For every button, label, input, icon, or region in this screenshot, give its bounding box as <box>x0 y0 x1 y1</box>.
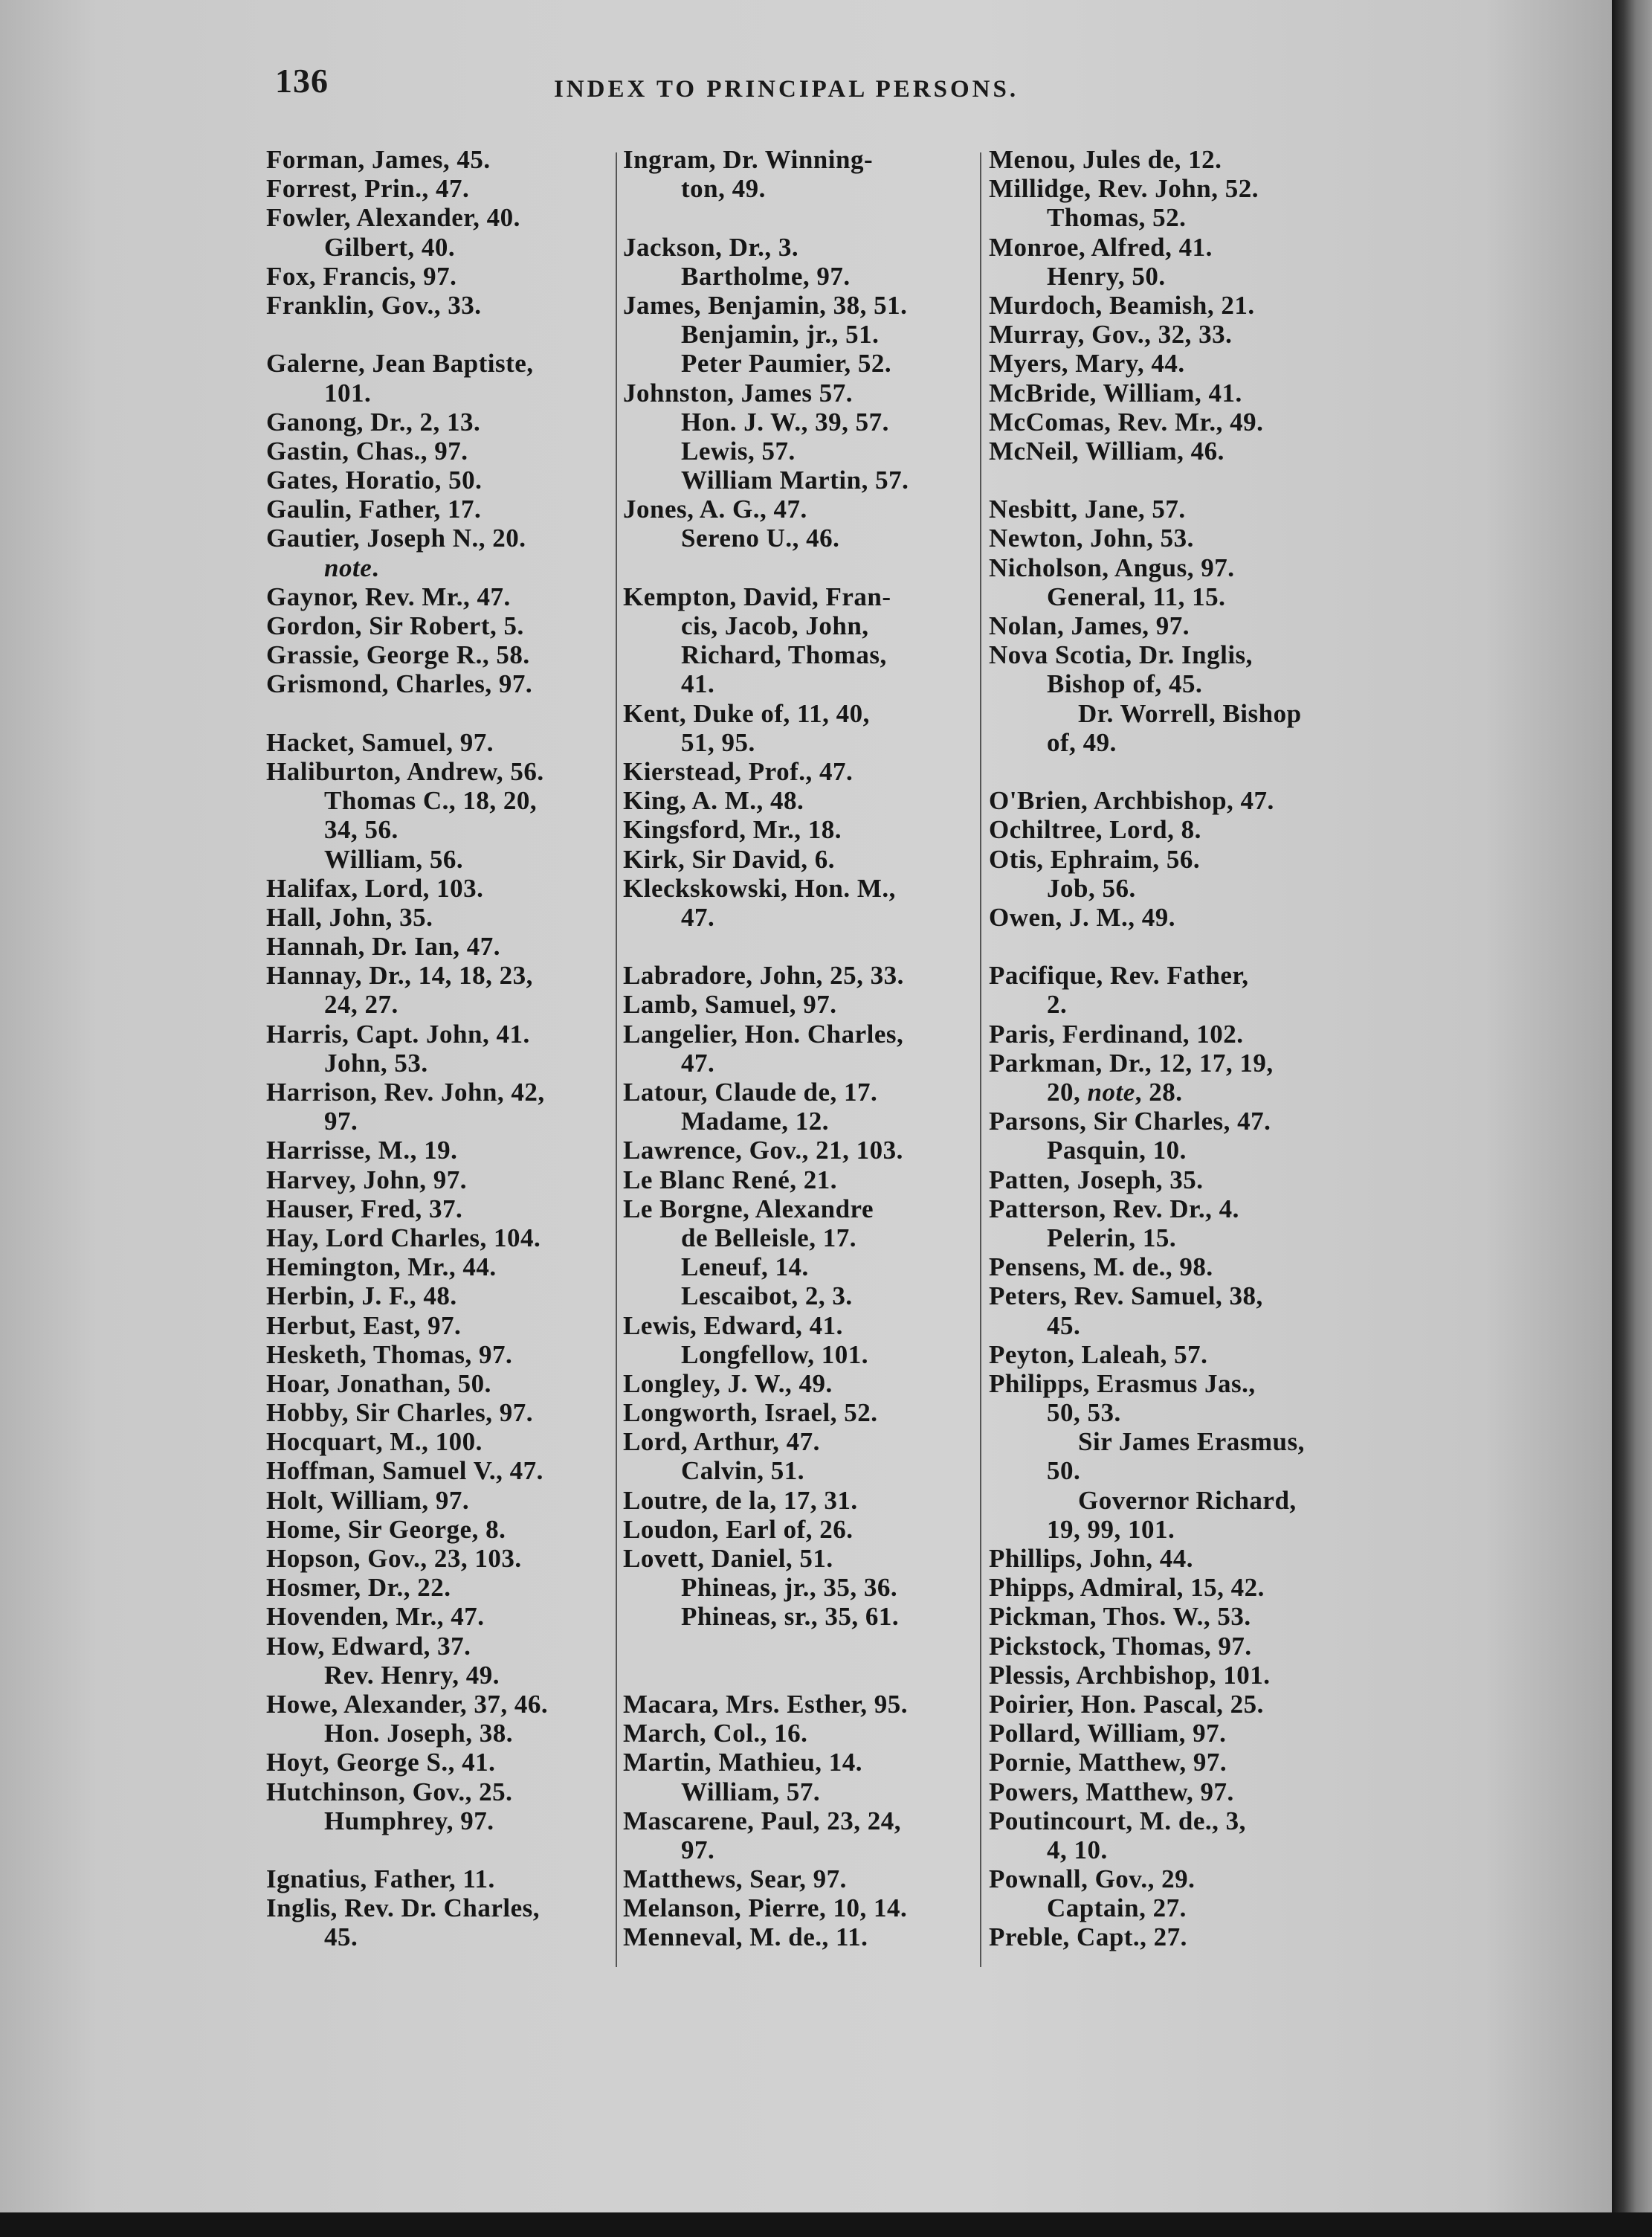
index-subentry: Benjamin, jr., 51. <box>681 320 880 350</box>
index-subentry: of, 49. <box>1047 727 1117 757</box>
index-subentry: Henry, 50. <box>1047 261 1166 291</box>
index-entry: Hoar, Jonathan, 50. <box>266 1368 491 1398</box>
index-entry: James, Benjamin, 38, 51. <box>623 290 908 320</box>
index-entry: Gaulin, Father, 17. <box>266 495 482 524</box>
index-entry: Longworth, Israel, 52. <box>623 1398 878 1428</box>
index-entry: Herbut, East, 97. <box>266 1310 462 1340</box>
index-subentry: 24, 27. <box>324 990 399 1020</box>
index-entry: Mascarene, Paul, 23, 24, <box>623 1806 901 1835</box>
index-entry: Patterson, Rev. Dr., 4. <box>989 1194 1239 1223</box>
column-divider <box>980 152 981 1967</box>
index-entry: Grassie, George R., 58. <box>266 640 530 670</box>
index-subentry: 45. <box>1047 1310 1081 1340</box>
index-subentry: William, 56. <box>324 844 464 874</box>
index-subentry: Bartholme, 97. <box>681 261 851 291</box>
index-entry: March, Col., 16. <box>623 1719 808 1748</box>
index-entry: Hannay, Dr., 14, 18, 23, <box>266 961 533 991</box>
index-entry: Pownall, Gov., 29. <box>989 1864 1196 1894</box>
index-entry: Holt, William, 97. <box>266 1485 470 1515</box>
index-column-2 <box>623 145 972 1952</box>
index-entry: Philipps, Erasmus Jas., <box>989 1368 1256 1398</box>
index-subentry: 2. <box>1047 990 1068 1020</box>
index-subentry: cis, Jacob, John, <box>681 611 869 640</box>
index-subentry: Longfellow, 101. <box>681 1339 869 1369</box>
index-entry: Poutincourt, M. de., 3, <box>989 1806 1246 1835</box>
index-entry: How, Edward, 37. <box>266 1631 471 1661</box>
index-entry: Longley, J. W., 49. <box>623 1368 833 1398</box>
index-entry: O'Brien, Archbishop, 47. <box>989 786 1274 816</box>
index-entry: Fowler, Alexander, 40. <box>266 203 520 233</box>
index-entry: Hobby, Sir Charles, 97. <box>266 1398 533 1428</box>
page-bottom-edge <box>0 2212 1652 2237</box>
index-entry: Preble, Capt., 27. <box>989 1922 1187 1952</box>
index-subentry: Humphrey, 97. <box>324 1806 494 1835</box>
index-entry: Le Blanc René, 21. <box>623 1165 838 1194</box>
index-subentry: de Belleisle, 17. <box>681 1223 856 1252</box>
index-subentry: Thomas C., 18, 20, <box>324 786 538 816</box>
index-entry: Gautier, Joseph N., 20. <box>266 524 526 553</box>
index-entry: Hoffman, Samuel V., 47. <box>266 1456 543 1486</box>
index-subentry: 19, 99, 101. <box>1047 1514 1175 1544</box>
index-subentry: 45. <box>324 1922 358 1952</box>
index-subentry: William, 57. <box>681 1777 821 1806</box>
index-subentry: Governor Richard, <box>1078 1485 1297 1515</box>
index-entry: Powers, Matthew, 97. <box>989 1777 1234 1806</box>
index-subentry: 47. <box>681 1048 715 1078</box>
index-entry: McNeil, William, 46. <box>989 436 1225 466</box>
index-entry: Lamb, Samuel, 97. <box>623 990 837 1020</box>
index-entry: Phillips, John, 44. <box>989 1544 1194 1573</box>
index-entry: Jackson, Dr., 3. <box>623 232 799 262</box>
index-subentry: 20, note, 28. <box>1047 1078 1183 1107</box>
index-entry: Grismond, Charles, 97. <box>266 669 533 699</box>
index-spacer <box>266 699 610 728</box>
index-entry: Martin, Mathieu, 14. <box>623 1748 863 1777</box>
index-entry: Ochiltree, Lord, 8. <box>989 815 1201 845</box>
index-subentry: Phineas, sr., 35, 61. <box>681 1602 900 1632</box>
index-entry: Hay, Lord Charles, 104. <box>266 1223 541 1252</box>
index-entry: Hosmer, Dr., 22. <box>266 1573 451 1603</box>
index-subentry: 101. <box>324 378 372 408</box>
index-subentry: 47. <box>681 902 715 932</box>
index-spacer <box>989 466 1346 495</box>
index-entry: Parsons, Sir Charles, 47. <box>989 1107 1271 1136</box>
index-subentry: Richard, Thomas, <box>681 640 887 670</box>
book-gutter <box>1612 0 1652 2212</box>
index-entry: Peters, Rev. Samuel, 38, <box>989 1281 1263 1311</box>
index-entry: Hacket, Samuel, 97. <box>266 727 494 757</box>
index-subentry: 97. <box>324 1107 358 1136</box>
index-subentry: Gilbert, 40. <box>324 232 456 262</box>
index-entry: Gaynor, Rev. Mr., 47. <box>266 582 511 611</box>
index-subentry: Dr. Worrell, Bishop <box>1078 698 1302 728</box>
index-entry: Haliburton, Andrew, 56. <box>266 756 544 786</box>
index-entry: Latour, Claude de, 17. <box>623 1078 878 1107</box>
index-subentry: Rev. Henry, 49. <box>324 1660 500 1690</box>
index-entry: Menneval, M. de., 11. <box>623 1922 868 1952</box>
page-number: 136 <box>275 62 329 100</box>
index-subentry: Calvin, 51. <box>681 1456 804 1486</box>
index-entry: Peyton, Laleah, 57. <box>989 1339 1208 1369</box>
index-entry: Loutre, de la, 17, 31. <box>623 1485 858 1515</box>
index-subentry: Thomas, 52. <box>1047 203 1187 233</box>
index-entry: Kirk, Sir David, 6. <box>623 844 836 874</box>
index-subentry: Hon. J. W., 39, 57. <box>681 407 889 437</box>
index-entry: Lord, Arthur, 47. <box>623 1427 820 1457</box>
index-subentry: 4, 10. <box>1047 1835 1108 1864</box>
index-subentry: ton, 49. <box>681 174 766 204</box>
index-subentry: 51, 95. <box>681 727 755 757</box>
index-entry: Gates, Horatio, 50. <box>266 466 483 495</box>
index-subentry: 50. <box>1047 1456 1081 1486</box>
index-entry: Melanson, Pierre, 10, 14. <box>623 1893 908 1923</box>
index-subentry: Bishop of, 45. <box>1047 669 1203 699</box>
index-entry: Forman, James, 45. <box>266 145 491 174</box>
index-entry: Harris, Capt. John, 41. <box>266 1019 530 1049</box>
index-entry: Jones, A. G., 47. <box>623 495 807 524</box>
index-entry: Pacifique, Rev. Father, <box>989 961 1249 991</box>
index-spacer <box>623 1661 972 1690</box>
index-entry: Hauser, Fred, 37. <box>266 1194 463 1223</box>
index-entry: Parkman, Dr., 12, 17, 19, <box>989 1048 1274 1078</box>
index-entry: Menou, Jules de, 12. <box>989 145 1222 174</box>
index-entry: Phipps, Admiral, 15, 42. <box>989 1573 1265 1603</box>
index-spacer <box>266 320 610 349</box>
index-subentry: Lewis, 57. <box>681 436 796 466</box>
index-entry: Murray, Gov., 32, 33. <box>989 320 1233 350</box>
index-entry: Hutchinson, Gov., 25. <box>266 1777 513 1806</box>
running-head: INDEX TO PRINCIPAL PERSONS. <box>554 76 1019 103</box>
index-entry: Lewis, Edward, 41. <box>623 1310 843 1340</box>
index-entry: Plessis, Archbishop, 101. <box>989 1660 1271 1690</box>
index-spacer <box>623 932 972 961</box>
index-entry: Poirier, Hon. Pascal, 25. <box>989 1689 1264 1719</box>
index-entry: Hocquart, M., 100. <box>266 1427 483 1457</box>
index-entry: Herbin, J. F., 48. <box>266 1281 457 1311</box>
index-subentry: Captain, 27. <box>1047 1893 1187 1923</box>
index-subentry: Peter Paumier, 52. <box>681 349 892 379</box>
index-subentry: William Martin, 57. <box>681 466 909 495</box>
index-entry: Patten, Joseph, 35. <box>989 1165 1204 1194</box>
index-entry: Howe, Alexander, 37, 46. <box>266 1689 549 1719</box>
index-entry: Hovenden, Mr., 47. <box>266 1602 485 1632</box>
index-entry: Ignatius, Father, 11. <box>266 1864 495 1894</box>
index-entry: McComas, Rev. Mr., 49. <box>989 407 1264 437</box>
index-entry: Matthews, Sear, 97. <box>623 1864 847 1894</box>
index-entry: Kent, Duke of, 11, 40, <box>623 698 870 728</box>
index-entry: King, A. M., 48. <box>623 786 804 816</box>
index-entry: Labradore, John, 25, 33. <box>623 961 904 991</box>
index-entry: Lovett, Daniel, 51. <box>623 1544 833 1573</box>
index-entry: Hesketh, Thomas, 97. <box>266 1339 513 1369</box>
index-column-1 <box>266 145 610 1952</box>
index-entry: Galerne, Jean Baptiste, <box>266 349 534 379</box>
index-entry: Owen, J. M., 49. <box>989 902 1176 932</box>
index-entry: Franklin, Gov., 33. <box>266 290 482 320</box>
index-entry: Nova Scotia, Dr. Inglis, <box>989 640 1253 670</box>
index-subentry: note. <box>324 553 379 582</box>
index-entry: Hopson, Gov., 23, 103. <box>266 1544 522 1573</box>
index-subentry: John, 53. <box>324 1048 428 1078</box>
index-entry: Myers, Mary, 44. <box>989 349 1185 379</box>
index-entry: Macara, Mrs. Esther, 95. <box>623 1689 908 1719</box>
index-entry: Gordon, Sir Robert, 5. <box>266 611 524 640</box>
index-spacer <box>623 203 972 232</box>
index-entry: Fox, Francis, 97. <box>266 261 457 291</box>
index-entry: Hemington, Mr., 44. <box>266 1252 497 1282</box>
index-entry: Forrest, Prin., 47. <box>266 174 470 204</box>
index-subentry: Pelerin, 15. <box>1047 1223 1177 1252</box>
index-subentry: 97. <box>681 1835 715 1864</box>
index-entry: Ingram, Dr. Winning- <box>623 145 874 174</box>
index-entry: Gastin, Chas., 97. <box>266 436 468 466</box>
index-spacer <box>989 932 1346 961</box>
index-entry: Langelier, Hon. Charles, <box>623 1019 904 1049</box>
index-spacer <box>266 1835 610 1864</box>
index-subentry: Leneuf, 14. <box>681 1252 809 1282</box>
index-entry: Ganong, Dr., 2, 13. <box>266 407 481 437</box>
index-entry: Pollard, William, 97. <box>989 1719 1227 1748</box>
index-entry: Lawrence, Gov., 21, 103. <box>623 1136 903 1165</box>
index-subentry: 34, 56. <box>324 815 399 845</box>
index-entry: Harrison, Rev. John, 42, <box>266 1078 545 1107</box>
index-entry: Newton, John, 53. <box>989 524 1194 553</box>
index-entry: Kingsford, Mr., 18. <box>623 815 842 845</box>
index-subentry: Sir James Erasmus, <box>1078 1427 1305 1457</box>
index-entry: Kierstead, Prof., 47. <box>623 756 854 786</box>
index-column-3 <box>989 145 1346 1952</box>
index-entry: Harrisse, M., 19. <box>266 1136 458 1165</box>
index-entry: Pornie, Matthew, 97. <box>989 1748 1227 1777</box>
column-divider <box>616 152 617 1967</box>
index-spacer <box>989 757 1346 786</box>
index-subentry: Phineas, jr., 35, 36. <box>681 1573 898 1603</box>
index-entry: Hannah, Dr. Ian, 47. <box>266 932 501 962</box>
index-entry: Nolan, James, 97. <box>989 611 1190 640</box>
index-entry: Home, Sir George, 8. <box>266 1514 506 1544</box>
index-entry: Le Borgne, Alexandre <box>623 1194 874 1223</box>
index-entry: Pickstock, Thomas, 97. <box>989 1631 1252 1661</box>
index-subentry: Pasquin, 10. <box>1047 1136 1187 1165</box>
index-entry: Johnston, James 57. <box>623 378 853 408</box>
index-entry: Inglis, Rev. Dr. Charles, <box>266 1893 541 1923</box>
index-subentry: Job, 56. <box>1047 873 1136 903</box>
index-subentry: Sereno U., 46. <box>681 524 840 553</box>
index-entry: Nicholson, Angus, 97. <box>989 553 1235 582</box>
index-subentry: General, 11, 15. <box>1047 582 1226 611</box>
index-entry: Kempton, David, Fran- <box>623 582 891 611</box>
index-entry: Pickman, Thos. W., 53. <box>989 1602 1251 1632</box>
index-entry: Millidge, Rev. John, 52. <box>989 174 1259 204</box>
index-entry: Kleckskowski, Hon. M., <box>623 873 896 903</box>
index-entry: Halifax, Lord, 103. <box>266 873 484 903</box>
index-entry: Pensens, M. de., 98. <box>989 1252 1213 1282</box>
index-entry: Paris, Ferdinand, 102. <box>989 1019 1244 1049</box>
index-spacer <box>623 1632 972 1661</box>
index-entry: Hoyt, George S., 41. <box>266 1748 496 1777</box>
index-entry: Nesbitt, Jane, 57. <box>989 495 1186 524</box>
index-subentry: Hon. Joseph, 38. <box>324 1719 514 1748</box>
index-spacer <box>623 553 972 582</box>
index-entry: McBride, William, 41. <box>989 378 1242 408</box>
index-subentry: Madame, 12. <box>681 1107 829 1136</box>
index-subentry: 50, 53. <box>1047 1398 1121 1428</box>
index-entry: Otis, Ephraim, 56. <box>989 844 1201 874</box>
index-subentry: Lescaibot, 2, 3. <box>681 1281 853 1311</box>
index-entry: Monroe, Alfred, 41. <box>989 232 1213 262</box>
index-entry: Harvey, John, 97. <box>266 1165 468 1194</box>
index-entry: Loudon, Earl of, 26. <box>623 1514 854 1544</box>
index-entry: Hall, John, 35. <box>266 902 433 932</box>
index-subentry: 41. <box>681 669 715 699</box>
index-entry: Murdoch, Beamish, 21. <box>989 290 1255 320</box>
